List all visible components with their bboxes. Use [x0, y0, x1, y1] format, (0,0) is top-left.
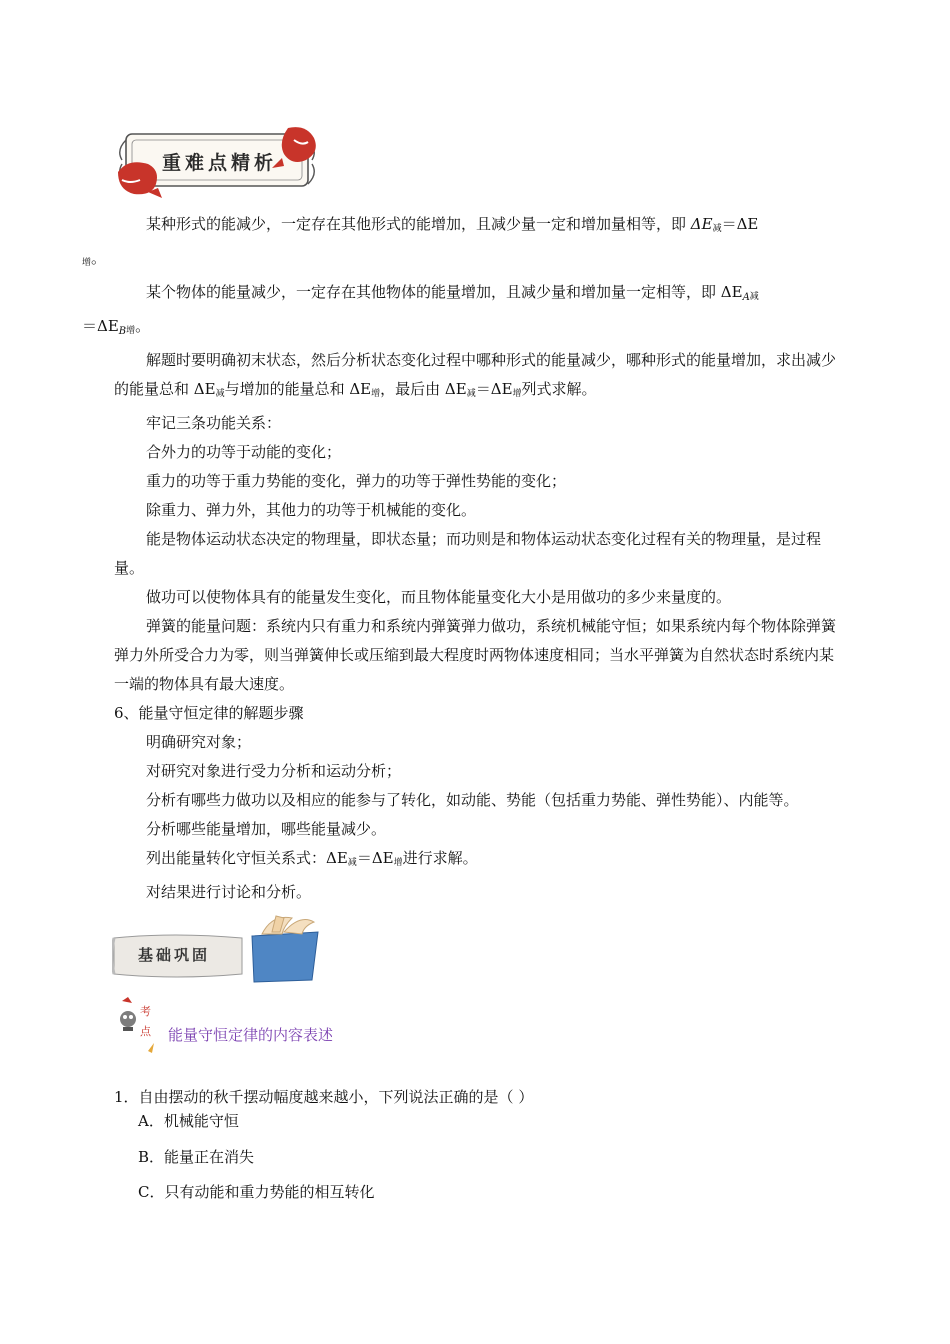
subscript: 减: [712, 224, 722, 234]
text-run: 某个物体的能量减少，一定存在其他物体的能量增加，且减少量和增加量一定相等，即 ΔE: [146, 283, 743, 301]
step-item: 对研究对象进行受力分析和运动分析；: [146, 762, 402, 780]
paragraph: 做功可以使物体具有的能量发生变化，而且物体能量变化大小是用做功的多少来量度的。: [146, 588, 732, 606]
option-a: A．机械能守恒: [138, 1112, 239, 1130]
exam-label-1: 考: [140, 1005, 151, 1018]
step-item: 分析哪些能量增加，哪些能量减少。: [146, 820, 387, 838]
paragraph: 能是物体运动状态决定的物理量，即状态量；而功则是和物体运动状态变化过程有关的物理量，是过程量。: [114, 530, 822, 577]
subscript: 减: [466, 389, 476, 399]
exam-label-2: 点: [140, 1025, 151, 1038]
paragraph: [114, 346, 838, 409]
option-c: C．只有动能和重力势能的相互转化: [138, 1183, 375, 1201]
paragraph: 重力的功等于重力势能的变化，弹力的功等于弹性势能的变化；: [146, 472, 567, 490]
paragraph: 牢记三条功能关系：: [146, 414, 282, 432]
text-run: ＝ΔE: [721, 215, 759, 233]
step-item: 明确研究对象；: [146, 733, 252, 751]
subscript: 增: [371, 389, 381, 399]
topic-title: 能量守恒定律的内容表述: [168, 1026, 334, 1044]
text-run: ，最后由 ΔE: [380, 380, 467, 398]
step-item: 对结果进行讨论和分析。: [146, 883, 312, 901]
paragraph: 弹簧的能量问题：系统内只有重力和系统内弹簧弹力做功，系统机械能守恒；如果系统内每个物体除弹簧弹力外所受合力为零，则当弹簧伸长或压缩到最大程度时两物体速度相同；当水平弹簧为自然状态时系统内某一端的物体具有最大速度。: [114, 617, 837, 693]
section-title: 重难点精析: [162, 152, 278, 174]
subscript: 增: [393, 858, 403, 868]
paragraph: 合外力的功等于动能的变化；: [146, 443, 342, 461]
exam-point-icon: [114, 995, 160, 1053]
subscript: 减: [347, 858, 357, 868]
step-item: 分析有哪些力做功以及相应的能参与了转化，如动能、势能（包括重力势能、弹性势能）、内能等。: [146, 791, 799, 809]
subscript: 增: [512, 389, 522, 399]
text-run: ＝ΔE: [475, 380, 513, 398]
text-run: ＝ΔE: [82, 317, 119, 335]
text-run: 与增加的能量总和 ΔE: [224, 380, 372, 398]
subscript: 减: [215, 389, 225, 399]
question-stem: 1．自由摆动的秋千摆动幅度越来越小，下列说法正确的是（ ）: [114, 1088, 534, 1106]
text-run: 解题时要明确初末状态，然后分析状态变化过程中哪种形式的能量减少，哪种形式的能量增加，求出减少的能量总和 ΔE: [114, 351, 837, 398]
text-run: 列出能量转化守恒关系式：ΔE: [146, 849, 348, 867]
text-run: ＝ΔE: [356, 849, 394, 867]
subscript: 增: [126, 326, 136, 336]
section-title: 基础巩固: [138, 946, 211, 964]
text-run: 某种形式的能减少，一定存在其他形式的能增加，且减少量一定和增加量相等，即: [146, 215, 691, 233]
subscript: A: [742, 292, 750, 303]
text-run: 。: [135, 317, 151, 335]
text-run: ΔE: [690, 215, 713, 233]
subscript: 减: [749, 292, 759, 302]
section-banner-key-points: [112, 120, 322, 200]
subscript: 增: [82, 258, 92, 268]
step-item: [114, 844, 838, 878]
paragraph: [82, 210, 838, 278]
text-run: 。: [91, 249, 107, 267]
step-heading: 6、能量守恒定律的解题步骤: [114, 704, 304, 722]
option-b: B．能量正在消失: [138, 1148, 255, 1166]
text-run: 进行求解。: [402, 849, 478, 867]
text-run: 列式求解。: [521, 380, 597, 398]
paragraph: 除重力、弹力外，其他力的功等于机械能的变化。: [146, 501, 477, 519]
section-banner-basics: [112, 914, 327, 984]
subscript: B: [118, 326, 127, 337]
